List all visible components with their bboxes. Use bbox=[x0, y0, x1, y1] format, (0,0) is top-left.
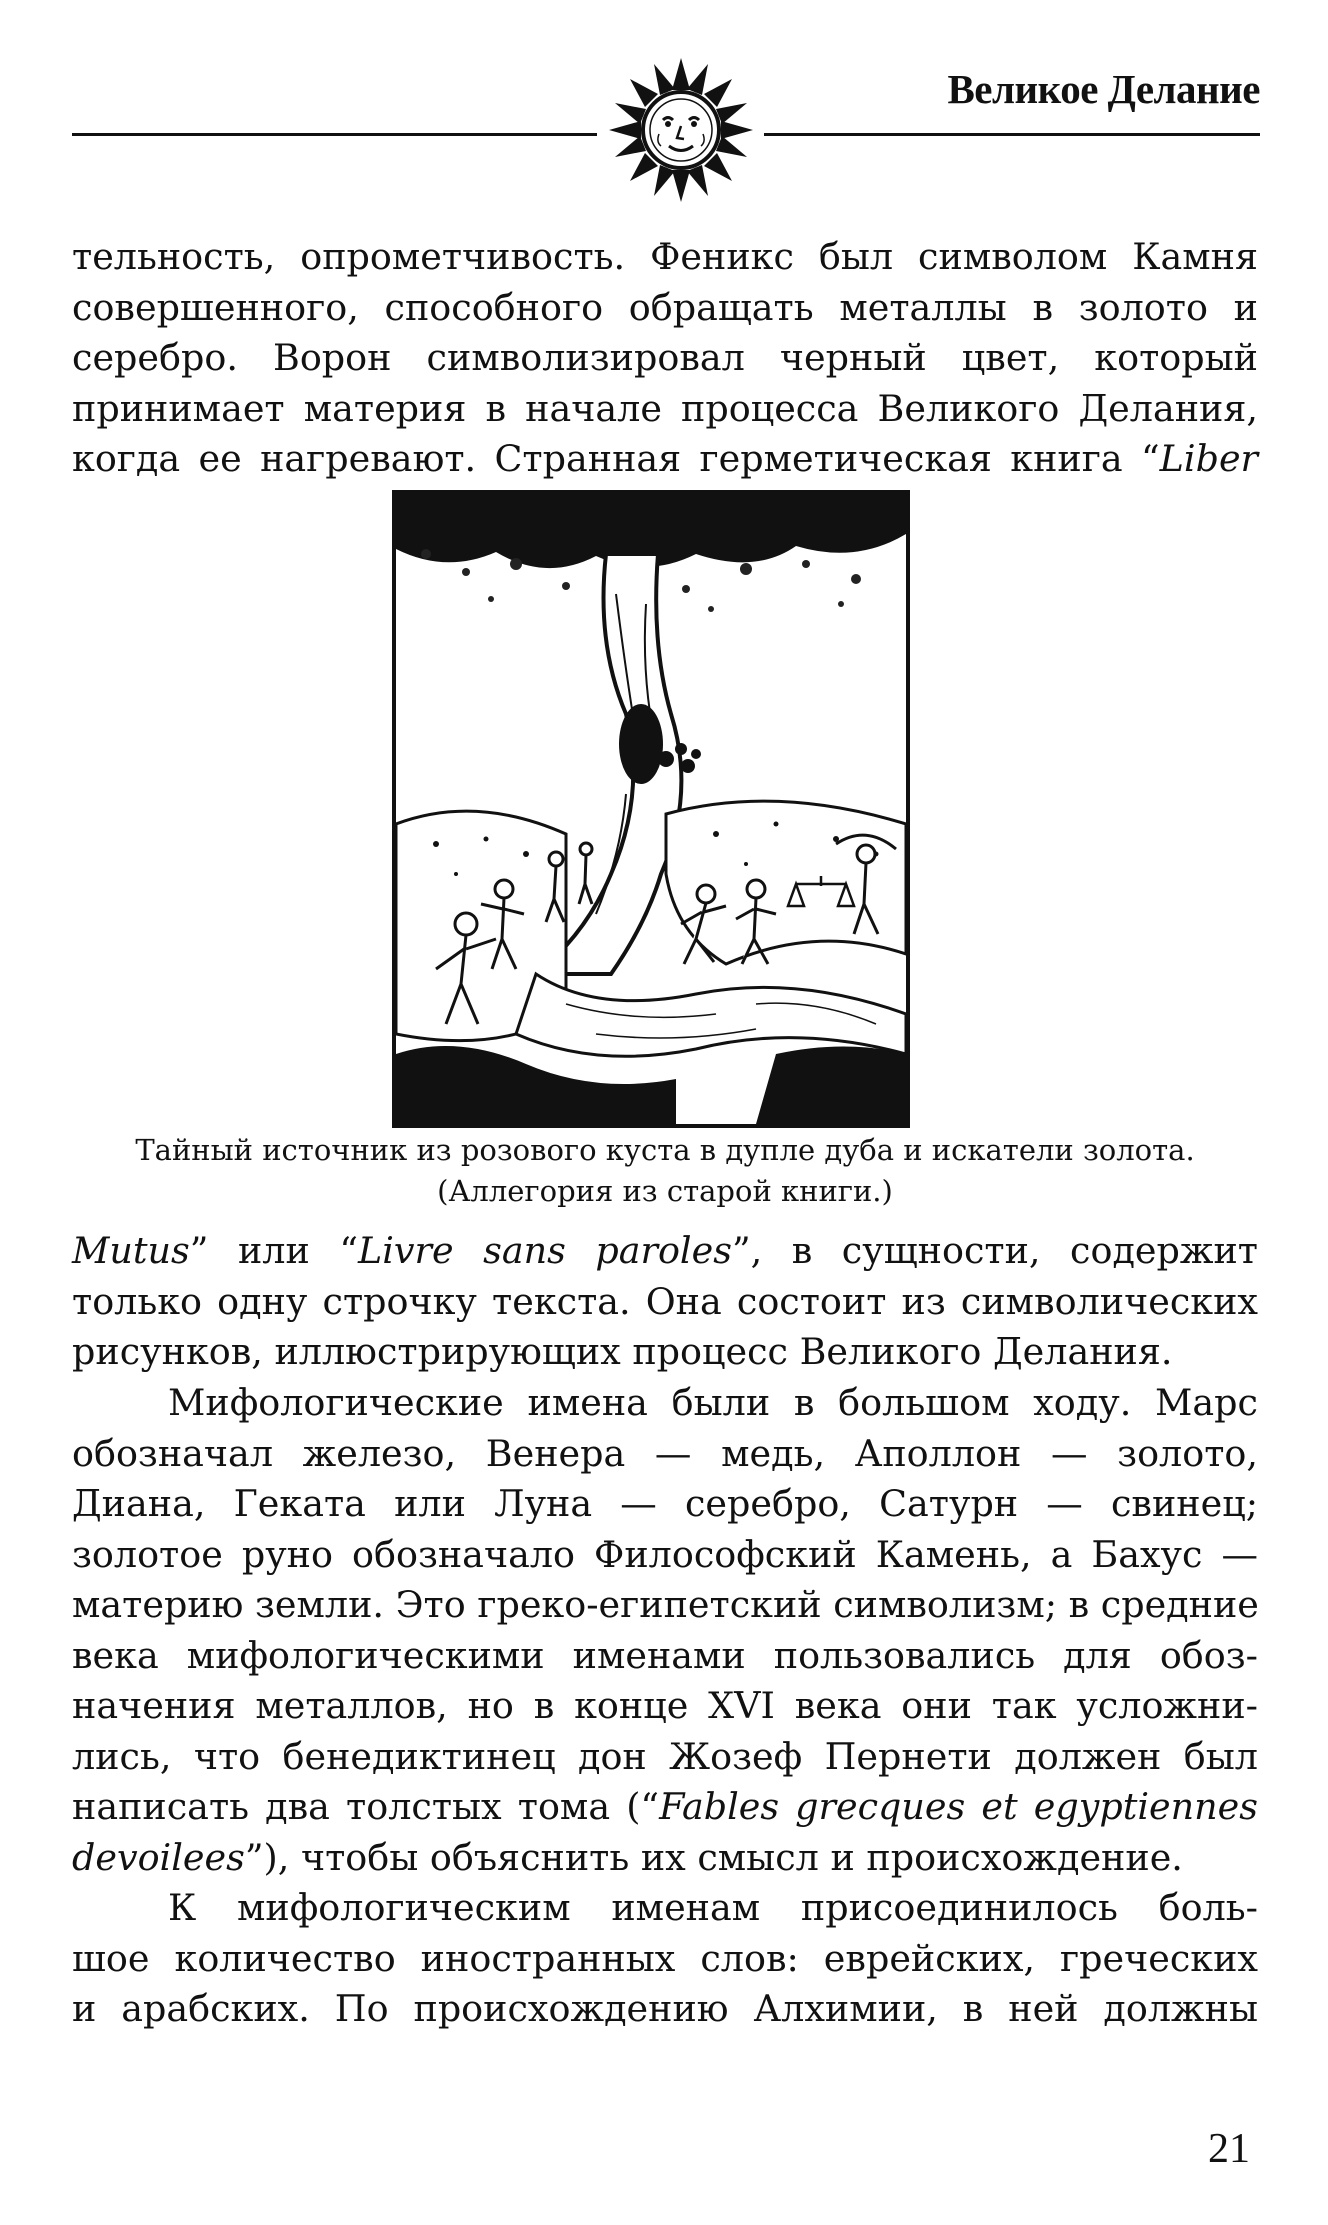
page-header bbox=[72, 55, 1260, 205]
book-title-italic: Mutus bbox=[72, 1229, 190, 1272]
text-line bbox=[72, 1782, 1258, 1833]
text-line: тельность, опрометчивость. Феникс был символом Камня bbox=[72, 235, 1258, 278]
text-line: и арабских. По происхождению Алхимии, в ней должны bbox=[72, 1987, 1258, 2030]
book-title-italic: Liber bbox=[1159, 437, 1258, 480]
book-title-italic: Fables grecques et egyptiennes bbox=[659, 1785, 1258, 1828]
text-line: золотое руно обозначало Философский Камень, а Бахус — bbox=[72, 1532, 1258, 1576]
text-run: ” или “ bbox=[189, 1229, 359, 1272]
text-line bbox=[72, 1226, 1258, 1277]
text-line: принимает материя в начале процесса Великого Делания, bbox=[72, 386, 1258, 430]
text-line: рисунков, иллюстрирующих процесс Великого Делания. bbox=[72, 1330, 1173, 1373]
figure-illustration bbox=[392, 490, 910, 1128]
header-rule-left bbox=[72, 133, 597, 136]
text-line: только одну строчку текста. Она состоит из символических bbox=[72, 1279, 1258, 1323]
text-line: серебро. Ворон символизировал черный цвет, который bbox=[72, 336, 1258, 379]
text-run: ”, в сущности, содержит bbox=[731, 1229, 1258, 1272]
paragraph-continued bbox=[72, 1226, 1258, 1378]
text-run: написать два толстых тома (“ bbox=[72, 1785, 660, 1828]
page-number: 21 bbox=[1208, 2126, 1250, 2172]
header-rule-right bbox=[764, 133, 1260, 136]
sun-face-icon bbox=[602, 55, 760, 205]
paragraph-foreign bbox=[72, 1883, 1258, 2035]
paragraph-top bbox=[72, 232, 1258, 485]
figure-caption bbox=[72, 1130, 1258, 1212]
paragraph-mythology bbox=[72, 1378, 1258, 1883]
text-line: Диана, Геката или Луна — серебро, Сатурн — свинец; bbox=[72, 1482, 1258, 1525]
text-run: когда ее нагревают. Странная герметическая книга “ bbox=[72, 437, 1160, 480]
text-line: Мифологические имена были в большом ходу. Марс bbox=[168, 1381, 1258, 1424]
running-title: Великое Делание bbox=[947, 66, 1260, 112]
text-line: К мифологическим именам присоединилось боль- bbox=[168, 1886, 1258, 1929]
text-line bbox=[72, 434, 1258, 485]
text-line: лись, что бенедиктинец дон Жозеф Пернети должен был bbox=[72, 1734, 1258, 1778]
text-line: обозначал железо, Венера — медь, Аполлон — золото, bbox=[72, 1431, 1258, 1475]
text-line: начения металлов, но в конце XVI века они так усложни- bbox=[72, 1684, 1258, 1727]
text-line: совершенного, способного обращать металлы в золото и bbox=[72, 285, 1258, 329]
alchemy-tree-engraving-icon bbox=[396, 494, 906, 1124]
caption-line-1: Тайный источник из розового куста в дупле дуба и искатели золота. bbox=[135, 1133, 1195, 1167]
caption-line-2: (Аллегория из старой книги.) bbox=[437, 1174, 893, 1208]
text-line: материю земли. Это греко-египетский символизм; в средние bbox=[72, 1583, 1259, 1626]
text-line: шое количество иностранных слов: еврейских, греческих bbox=[72, 1936, 1258, 1980]
book-title-italic: devoilees bbox=[72, 1835, 245, 1879]
text-run: ”), чтобы объяснить их смысл и происхождение. bbox=[244, 1835, 1183, 1879]
text-line bbox=[72, 1833, 1258, 1884]
text-line: века мифологическими именами пользовались для обоз- bbox=[72, 1633, 1258, 1677]
book-title-italic: Livre sans paroles bbox=[358, 1229, 732, 1272]
